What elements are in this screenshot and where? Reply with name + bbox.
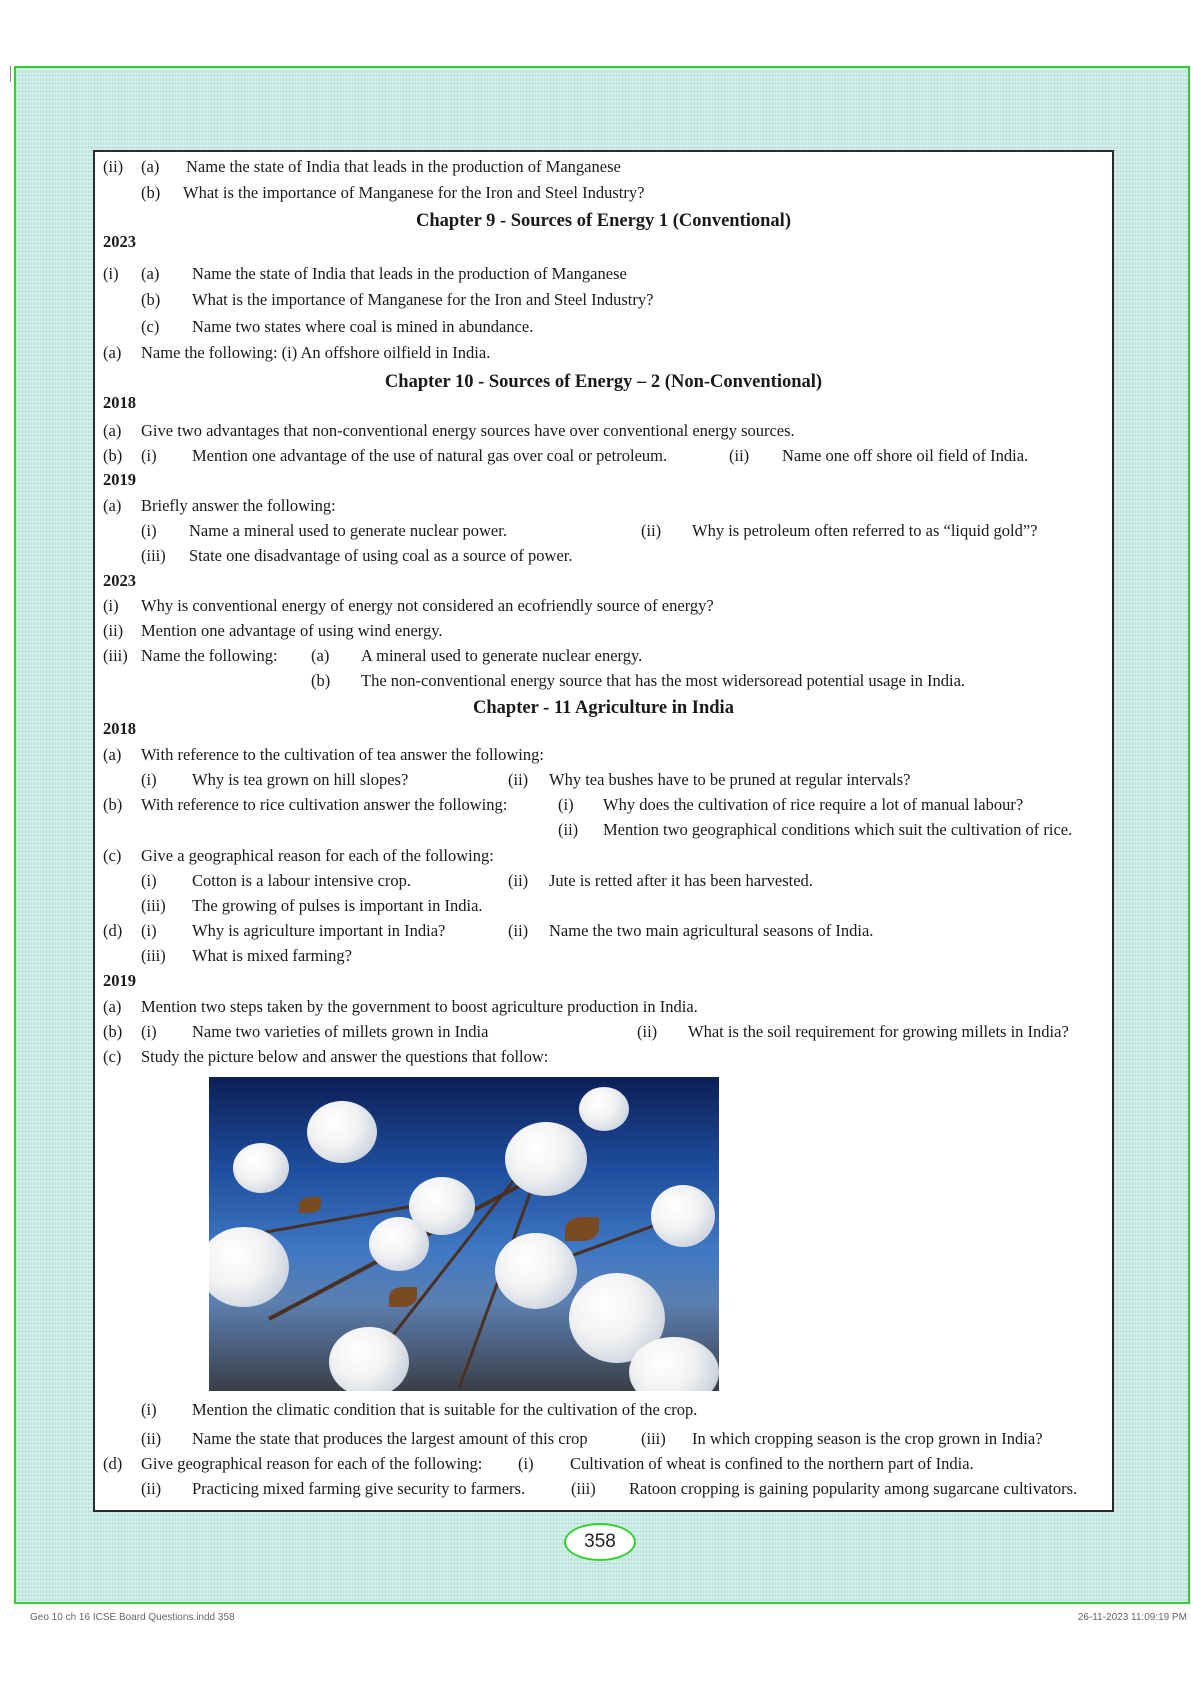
- question-text: Why tea bushes have to be pruned at regular intervals?: [549, 770, 911, 789]
- year-heading: 2018: [103, 719, 136, 738]
- q-number: (iii): [141, 946, 166, 965]
- q-number: (ii): [508, 871, 529, 890]
- q-label: (b): [103, 795, 123, 814]
- q-number: (ii): [558, 820, 579, 839]
- question-text: Name two varieties of millets grown in India: [192, 1022, 489, 1041]
- q-label: (d): [103, 1454, 123, 1473]
- question-text: Cotton is a labour intensive crop.: [192, 871, 412, 890]
- q-number: (ii): [103, 621, 124, 640]
- chapter-11-title: Chapter - 11 Agriculture in India: [473, 698, 734, 718]
- year-heading: 2019: [103, 971, 136, 990]
- q-label: (a): [103, 745, 122, 764]
- q-number: (i): [141, 1400, 157, 1419]
- q-label: (b): [141, 290, 161, 309]
- question-text: Why is tea grown on hill slopes?: [192, 770, 409, 789]
- q-number: (ii): [103, 157, 124, 176]
- question-text: What is the soil requirement for growing millets in India?: [688, 1022, 1069, 1041]
- q-label: (b): [141, 183, 161, 202]
- q-number: (i): [518, 1454, 534, 1473]
- question-text: Why does the cultivation of rice require a lot of manual labour?: [603, 795, 1024, 814]
- question-text: A mineral used to generate nuclear energy.: [361, 646, 643, 665]
- question-text: Name the following: (i) An offshore oilfield in India.: [141, 343, 491, 362]
- question-text: Mention one advantage of using wind energy.: [141, 621, 443, 640]
- q-label: (d): [103, 921, 123, 940]
- q-number: (i): [103, 264, 119, 283]
- question-text: In which cropping season is the crop grown in India?: [692, 1429, 1043, 1448]
- q-label: (a): [103, 343, 122, 362]
- q-number: (i): [558, 795, 574, 814]
- footer-timestamp: 26-11-2023 11:09:19 PM: [1077, 1612, 1187, 1623]
- footer-file-info: Geo 10 ch 16 ICSE Board Questions.indd 358: [30, 1612, 235, 1623]
- q-number: (i): [141, 446, 157, 465]
- chapter-10-title: Chapter 10 - Sources of Energy – 2 (Non-Conventional): [384, 372, 823, 392]
- year-heading: 2023: [103, 232, 136, 251]
- q-number: (iii): [103, 646, 128, 665]
- question-text: Jute is retted after it has been harvested.: [549, 871, 813, 890]
- question-text: The non-conventional energy source that has the most widersoread potential usage in India.: [361, 671, 966, 690]
- year-heading: 2018: [103, 393, 136, 412]
- q-label: (b): [103, 446, 123, 465]
- question-text: Practicing mixed farming give security to farmers.: [192, 1479, 526, 1498]
- q-number: (ii): [508, 921, 529, 940]
- q-number: (iii): [571, 1479, 596, 1498]
- question-text: With reference to rice cultivation answer the following:: [141, 795, 508, 814]
- question-text: With reference to the cultivation of tea answer the following:: [141, 745, 544, 764]
- q-number: (ii): [141, 1429, 162, 1448]
- q-label: (a): [103, 997, 122, 1016]
- question-text: Why is petroleum often referred to as “liquid gold”?: [692, 521, 1038, 540]
- q-number: (ii): [637, 1022, 658, 1041]
- q-label: (a): [141, 157, 160, 176]
- question-text: Why is agriculture important in India?: [192, 921, 446, 940]
- q-label: (c): [141, 317, 160, 336]
- q-number: (i): [141, 770, 157, 789]
- question-text: Mention two geographical conditions which suit the cultivation of rice.: [603, 820, 1073, 839]
- question-text: Mention the climatic condition that is suitable for the cultivation of the crop.: [192, 1400, 698, 1419]
- q-number: (i): [141, 921, 157, 940]
- question-text: Ratoon cropping is gaining popularity among sugarcane cultivators.: [629, 1479, 1078, 1498]
- question-text: Name the state of India that leads in the production of Manganese: [192, 264, 627, 283]
- question-text: Give geographical reason for each of the following:: [141, 1454, 483, 1473]
- question-text: Name the two main agricultural seasons of India.: [549, 921, 874, 940]
- q-number: (ii): [641, 521, 662, 540]
- question-text: Cultivation of wheat is confined to the northern part of India.: [570, 1454, 974, 1473]
- q-number: (i): [141, 871, 157, 890]
- cotton-plant-photo: [209, 1077, 719, 1391]
- question-text: Briefly answer the following:: [141, 496, 336, 515]
- q-number: (i): [141, 1022, 157, 1041]
- year-heading: 2023: [103, 571, 136, 590]
- q-label: (b): [311, 671, 331, 690]
- page-number: 358: [564, 1523, 636, 1561]
- question-text: Study the picture below and answer the questions that follow:: [141, 1047, 549, 1066]
- question-text: Name the following:: [141, 646, 278, 665]
- q-number: (i): [141, 521, 157, 540]
- chapter-9-title: Chapter 9 - Sources of Energy 1 (Conventional): [416, 211, 791, 231]
- q-label: (a): [311, 646, 330, 665]
- q-number: (iii): [141, 896, 166, 915]
- q-label: (c): [103, 1047, 122, 1066]
- year-heading: 2019: [103, 470, 136, 489]
- question-text: Name two states where coal is mined in abundance.: [192, 317, 534, 336]
- question-text: Mention two steps taken by the government to boost agriculture production in India.: [141, 997, 698, 1016]
- question-text: Mention one advantage of the use of natural gas over coal or petroleum.: [192, 446, 668, 465]
- q-number: (iii): [141, 546, 166, 565]
- question-text: State one disadvantage of using coal as a source of power.: [189, 546, 573, 565]
- question-text: Give a geographical reason for each of the following:: [141, 846, 494, 865]
- q-number: (i): [103, 596, 119, 615]
- q-number: (ii): [729, 446, 750, 465]
- question-text: What is the importance of Manganese for the Iron and Steel Industry?: [183, 183, 645, 202]
- q-number: (ii): [508, 770, 529, 789]
- question-text: Name one off shore oil field of India.: [782, 446, 1029, 465]
- q-number: (ii): [141, 1479, 162, 1498]
- q-label: (c): [103, 846, 122, 865]
- question-text: The growing of pulses is important in India.: [192, 896, 483, 915]
- question-text: Name a mineral used to generate nuclear power.: [189, 521, 507, 540]
- q-number: (iii): [641, 1429, 666, 1448]
- q-label: (a): [141, 264, 160, 283]
- question-text: What is mixed farming?: [192, 946, 352, 965]
- question-text: Give two advantages that non-conventional energy sources have over conventional energy sources.: [141, 421, 795, 440]
- q-label: (a): [103, 496, 122, 515]
- question-text: What is the importance of Manganese for the Iron and Steel Industry?: [192, 290, 654, 309]
- question-text: Name the state that produces the largest amount of this crop: [192, 1429, 588, 1448]
- crop-mark: [10, 66, 11, 82]
- q-label: (a): [103, 421, 122, 440]
- question-text: Why is conventional energy of energy not considered an ecofriendly source of energy?: [141, 596, 714, 615]
- q-label: (b): [103, 1022, 123, 1041]
- question-text: Name the state of India that leads in the production of Manganese: [186, 157, 621, 176]
